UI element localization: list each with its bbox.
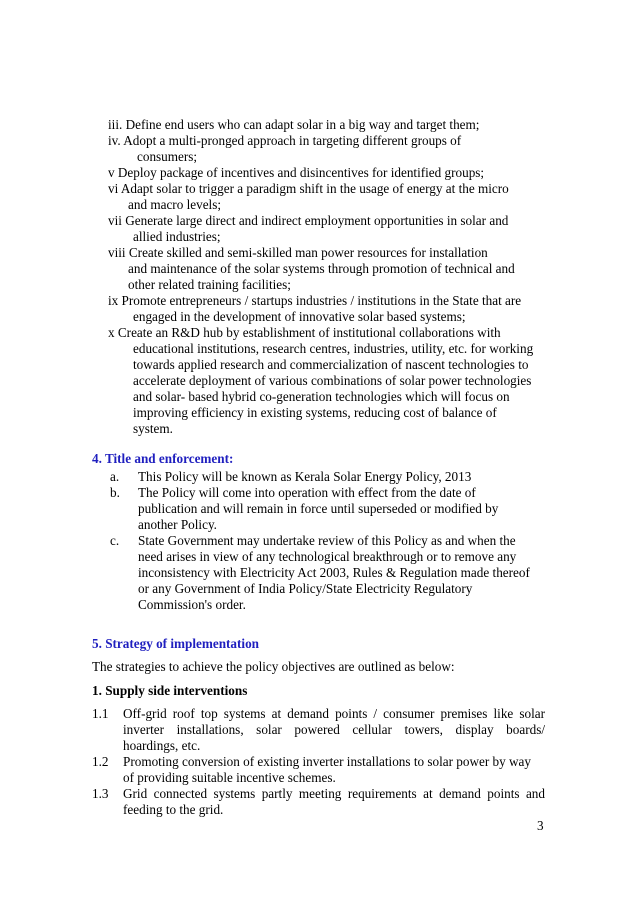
objective-iii: iii. Define end users who can adapt solar in a big way and target them;	[108, 117, 480, 132]
item-b-text-3: another Policy.	[138, 517, 217, 532]
item-b-text-1: The Policy will come into operation with effect from the date of	[138, 485, 476, 500]
objective-ix-cont: engaged in the development of innovative solar based systems;	[133, 309, 466, 324]
item-1-3-text-1: Grid connected systems partly meeting requirements at demand points and	[123, 786, 545, 801]
item-b-label: b.	[110, 485, 120, 500]
item-c-label: c.	[110, 533, 120, 548]
item-1-2-text-2: of providing suitable incentive schemes.	[123, 770, 336, 785]
objective-viii-cont-2: other related training facilities;	[128, 277, 291, 292]
objective-x-cont-5: improving efficiency in existing systems, reducing cost of balance of	[133, 405, 497, 420]
section-5-heading: 5. Strategy of implementation	[92, 636, 260, 651]
item-1-1-label: 1.1	[92, 706, 109, 721]
item-1-1-text-3: hoardings, etc.	[123, 738, 201, 753]
item-1-3-label: 1.3	[92, 786, 109, 801]
section-4-heading: 4. Title and enforcement:	[92, 451, 234, 466]
objective-vii: vii Generate large direct and indirect employment opportunities in solar and	[108, 213, 509, 228]
item-a-label: a.	[110, 469, 120, 484]
objective-iv-cont: consumers;	[137, 149, 198, 164]
item-c-text-4: or any Government of India Policy/State Electricity Regulatory	[138, 581, 473, 596]
objective-x-cont-4: and solar- based hybrid co-generation technologies which will focus on	[133, 389, 510, 404]
objective-viii: viii Create skilled and semi-skilled man power resources for installation	[108, 245, 488, 260]
objective-x-cont-2: towards applied research and commercialization of nascent technologies to	[133, 357, 529, 372]
item-1-2-label: 1.2	[92, 754, 109, 769]
objective-x-cont-1: educational institutions, research centres, industries, utility, etc. for working	[133, 341, 534, 356]
objective-x: x Create an R&D hub by establishment of institutional collaborations with	[108, 325, 501, 340]
objective-iv: iv. Adopt a multi-pronged approach in targeting different groups of	[108, 133, 462, 148]
item-c-text-2: need arises in view of any technological breakthrough or to remove any	[138, 549, 517, 564]
item-1-1-text-1: Off-grid roof top systems at demand points / consumer premises like solar	[123, 706, 545, 721]
item-c-text-1: State Government may undertake review of this Policy as and when the	[138, 533, 516, 548]
item-1-1-text-2: inverter installations, solar powered cellular towers, display boards/	[123, 722, 545, 737]
item-1-2-text-1: Promoting conversion of existing inverter installations to solar power by way	[123, 754, 532, 769]
item-c-text-5: Commission's order.	[138, 597, 246, 612]
page-number: 3	[537, 818, 544, 833]
objective-v: v Deploy package of incentives and disincentives for identified groups;	[108, 165, 485, 180]
objective-x-cont-3: accelerate deployment of various combinations of solar power technologies	[133, 373, 532, 388]
objective-vii-cont: allied industries;	[133, 229, 221, 244]
objective-vi: vi Adapt solar to trigger a paradigm shift in the usage of energy at the micro	[108, 181, 509, 196]
item-1-3-text-2: feeding to the grid.	[123, 802, 224, 817]
objective-x-cont-6: system.	[133, 421, 173, 436]
objective-vi-cont: and macro levels;	[128, 197, 222, 212]
section-5-intro: The strategies to achieve the policy objectives are outlined as below:	[92, 659, 455, 674]
supply-side-subheading: 1. Supply side interventions	[92, 683, 248, 698]
item-a-text: This Policy will be known as Kerala Solar Energy Policy, 2013	[138, 469, 472, 484]
objective-ix: ix Promote entrepreneurs / startups industries / institutions in the State that are	[108, 293, 522, 308]
objective-viii-cont-1: and maintenance of the solar systems through promotion of technical and	[128, 261, 515, 276]
item-c-text-3: inconsistency with Electricity Act 2003, Rules & Regulation made thereof	[138, 565, 530, 580]
item-b-text-2: publication and will remain in force until superseded or modified by	[138, 501, 499, 516]
